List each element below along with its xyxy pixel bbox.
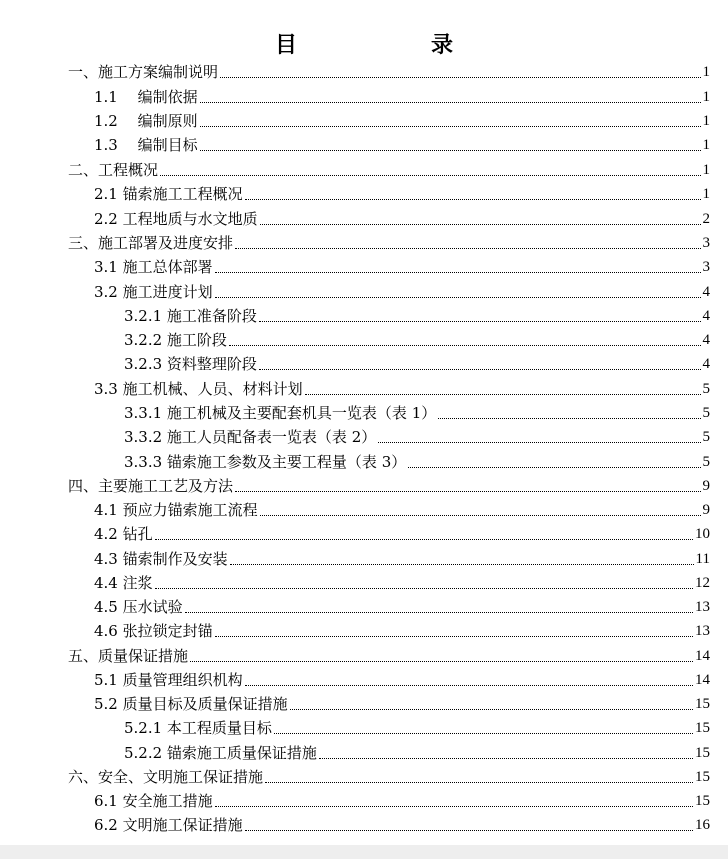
toc-entry-label: 5.2.2 锚索施工质量保证措施 [124,744,317,762]
toc-leader-dots [265,781,693,783]
toc-entry-page-number: 5 [702,405,710,421]
toc-entry[interactable] [0,520,710,544]
toc-leader-dots [155,538,693,540]
toc-entry-page-number: 13 [695,623,710,639]
toc-entry-page-number: 9 [702,502,710,518]
toc-entry[interactable] [0,593,710,617]
toc-entry-page-number: 2 [702,211,710,227]
toc-entry-page-number: 3 [702,259,710,275]
toc-entry-page-number: 10 [695,526,710,542]
toc-leader-dots [200,149,701,151]
toc-entry-page-number: 15 [695,769,710,785]
toc-entry[interactable] [0,423,710,447]
toc-entry-label: 6.2 文明施工保证措施 [94,816,243,834]
toc-leader-dots [290,708,693,710]
toc-leader-dots [215,635,693,637]
toc-entry-page-number: 1 [702,113,710,129]
toc-leader-dots [259,320,701,322]
toc-entry-page-number: 13 [695,599,710,615]
toc-entry[interactable] [0,350,710,374]
toc-leader-dots [235,490,700,492]
toc-entry-label: 4.2 钻孔 [94,525,153,543]
toc-entry-label: 5.2.1 本工程质量目标 [124,719,272,737]
toc-entry-label: 3.2.2 施工阶段 [124,331,227,349]
toc-entry[interactable] [0,156,710,180]
toc-entry-label: 3.2.3 资料整理阶段 [124,355,257,373]
toc-entry[interactable] [0,617,710,641]
toc-leader-dots [378,441,700,443]
toc-leader-dots [245,829,693,831]
toc-entry[interactable] [0,180,710,204]
toc-entry[interactable] [0,666,710,690]
toc-entry[interactable] [0,545,710,569]
toc-leader-dots [229,344,701,346]
toc-entry-label: 五、质量保证措施 [68,647,189,665]
toc-entry-label: 4.6 张拉锁定封锚 [94,622,213,640]
toc-leader-dots [274,732,693,734]
toc-leader-dots [245,684,693,686]
toc-entry-label: 六、安全、文明施工保证措施 [68,768,264,786]
toc-entry-label: 3.3.3 锚索施工参数及主要工程量（表 3） [124,453,407,471]
toc-entry-label: 4.1 预应力锚索施工流程 [94,501,258,519]
toc-entry-page-number: 15 [695,696,710,712]
toc-entry[interactable] [0,205,710,229]
toc-leader-dots [408,466,700,468]
toc-entry-page-number: 1 [702,162,710,178]
toc-entry-label: 3.3.2 施工人员配备表一览表（表 2） [124,428,377,446]
toc-entry[interactable] [0,375,710,399]
toc-leader-dots [200,125,701,127]
toc-entry-label: 四、主要施工工艺及方法 [68,477,234,495]
toc-entry-label: 5.2 质量目标及质量保证措施 [94,695,288,713]
toc-entry-label: 3.2 施工进度计划 [94,283,213,301]
toc-entry-label: 1.3 编制目标 [94,136,198,154]
toc-entry[interactable] [0,569,710,593]
toc-entry-label: 4.4 注浆 [94,574,153,592]
toc-entry[interactable] [0,739,710,763]
toc-entry[interactable] [0,131,710,155]
toc-entry[interactable] [0,229,710,253]
toc-entry[interactable] [0,326,710,350]
toc-entry-page-number: 15 [695,720,710,736]
toc-entry[interactable] [0,253,710,277]
toc-entry-label: 4.3 锚索制作及安装 [94,550,228,568]
toc-entry[interactable] [0,787,710,811]
toc-entry-page-number: 5 [702,454,710,470]
toc-entry-page-number: 12 [695,575,710,591]
toc-entry-page-number: 15 [695,745,710,761]
toc-entry-page-number: 4 [702,332,710,348]
toc-leader-dots [260,223,701,225]
toc-title: 目 录 [274,33,483,58]
toc-entry-label: 1.1 编制依据 [94,88,198,106]
toc-leader-dots [319,757,693,759]
toc-entry-label: 3.2.1 施工准备阶段 [124,307,257,325]
toc-entry[interactable] [0,714,710,738]
toc-leader-dots [230,563,694,565]
toc-entry-page-number: 1 [702,137,710,153]
toc-leader-dots [160,174,700,176]
toc-entry-page-number: 5 [702,381,710,397]
toc-entry-page-number: 1 [702,186,710,202]
toc-entry-page-number: 5 [702,429,710,445]
toc-entry[interactable] [0,811,710,835]
toc-entry-label: 3.1 施工总体部署 [94,258,213,276]
toc-leader-dots [235,247,700,249]
toc-leader-dots [215,271,701,273]
toc-entry-label: 4.5 压水试验 [94,598,183,616]
toc-leader-dots [260,514,701,516]
toc-leader-dots [190,660,693,662]
toc-entry-page-number: 1 [702,64,710,80]
bottom-scrollbar-area [0,845,728,859]
toc-entry[interactable] [0,496,710,520]
toc-leader-dots [438,417,700,419]
toc-entry[interactable] [0,302,710,326]
toc-entry-page-number: 15 [695,793,710,809]
toc-leader-dots [215,805,693,807]
toc-entry-page-number: 4 [702,284,710,300]
toc-entry[interactable] [0,58,710,82]
toc-entry[interactable] [0,763,710,787]
toc-leader-dots [185,611,693,613]
toc-entry-label: 3.3.1 施工机械及主要配套机具一览表（表 1） [124,404,437,422]
toc-entry-page-number: 4 [702,356,710,372]
toc-leader-dots [215,296,701,298]
toc-entry-label: 5.1 质量管理组织机构 [94,671,243,689]
toc-entry-page-number: 1 [702,89,710,105]
toc-entry-label: 2.2 工程地质与水文地质 [94,210,258,228]
toc-entry[interactable] [0,278,710,302]
toc-entry[interactable] [0,448,710,472]
toc-entry[interactable] [0,472,710,496]
toc-entry-page-number: 4 [702,308,710,324]
toc-entry-label: 6.1 安全施工措施 [94,792,213,810]
toc-entry-page-number: 9 [702,478,710,494]
toc-leader-dots [155,587,693,589]
toc-leader-dots [259,368,701,370]
toc-entry[interactable] [0,399,710,423]
toc-entry[interactable] [0,690,710,714]
toc-entry-label: 一、施工方案编制说明 [68,63,219,81]
toc-entry-label: 2.1 锚索施工工程概况 [94,185,243,203]
toc-entry-page-number: 3 [702,235,710,251]
toc-leader-dots [245,198,701,200]
toc-entry-label: 二、工程概况 [68,161,159,179]
toc-entry[interactable] [0,642,710,666]
toc-entry-page-number: 14 [695,672,710,688]
toc-entry-page-number: 11 [695,551,710,567]
toc-entry-page-number: 16 [695,817,710,833]
toc-entry[interactable] [0,83,710,107]
toc-leader-dots [220,76,700,78]
toc-entry-label: 3.3 施工机械、人员、材料计划 [94,380,303,398]
toc-leader-dots [200,101,701,103]
toc-leader-dots [305,393,701,395]
toc-entry-label: 三、施工部署及进度安排 [68,234,234,252]
toc-entry-page-number: 14 [695,648,710,664]
toc-entry-label: 1.2 编制原则 [94,112,198,130]
toc-entry[interactable] [0,107,710,131]
